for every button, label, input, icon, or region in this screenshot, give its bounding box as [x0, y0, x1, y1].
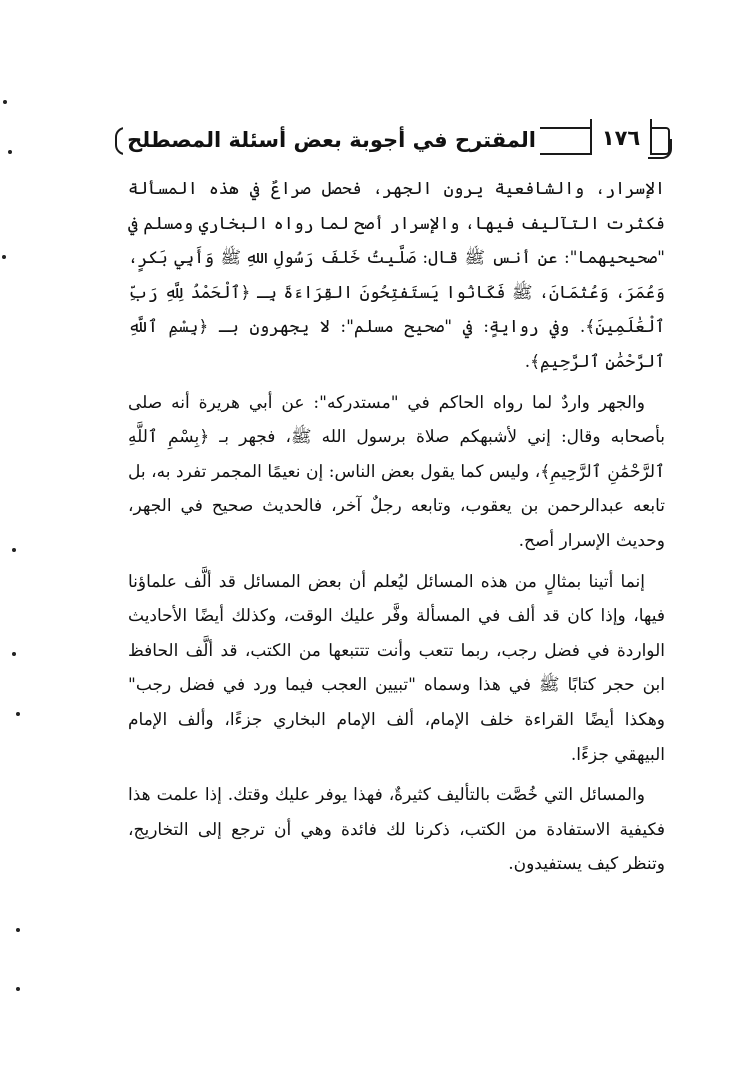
scan-mark — [12, 548, 16, 552]
scan-mark — [2, 255, 6, 259]
paragraph-4: والمسائل التي خُصَّت بالتأليف كثيرةٌ، فهذا يوفر عليك وقتك. إذا علمت هذا فكيفية الاستفادة من الكتب، ذكرنا لك فائدة وهي أن ترجع إلى التخاريج، وتنظر كيف يستفيدون. — [128, 785, 665, 875]
header-ornament — [648, 139, 672, 159]
scan-mark — [12, 652, 16, 656]
page-body — [128, 172, 665, 882]
paragraph-1: الإسرار، والشافعية يرون الجهر، فحصل صراعٌ في هذه المسألة فكثرت التآليف فيها، والإسرار أصح لما رواه البخاري ومسلم في "صحيحيهما": عن أنس ﷺ قال: صَلَّيتُ خَلفَ رَسُولِ اللهِ ﷺ وَأَبِي بَكرٍ، وَعُمَرَ، وَعُثمَانَ، ﷺ فَكَانُوا يَستَفتِحُونَ القِرَاءَةَ بِـ ﴿ٱلْحَمْدُ لِلَّهِ رَبِّ ٱلْعَٰلَمِينَ﴾. وفي روايةٍ: في "صحيح مسلم": لا يجهرون بـ ﴿بِسْمِ ٱللَّهِ ٱلرَّحْمَٰنِ ٱلرَّحِيمِ﴾. — [128, 179, 665, 372]
scan-mark — [16, 987, 20, 991]
page-number-box — [590, 119, 652, 155]
scan-mark — [16, 712, 20, 716]
header-title: المقترح في أجوبة بعض أسئلة المصطلح — [123, 125, 540, 155]
running-header — [115, 119, 670, 161]
scan-mark — [8, 150, 12, 154]
paragraph-3: إنما أتينا بمثالٍ من هذه المسائل ليُعلم أن بعض المسائل قد ألَّف علماؤنا فيها، وإذا كان قد ألف في المسألة وفَّر عليك الوقت، وكذلك أيضًا الأحاديث الواردة في فضل رجب، ربما تتعب وأنت تتتبعها من الكتب، قد ألَّف الحافظ ابن حجر كتابًا ﷺ في هذا وسماه "تبيين العجب فيما ورد في فضل رجب" وهكذا أيضًا القراءة خلف الإمام، ألف الإمام البخاري جزءًا، وألف الإمام البيهقي جزءًا. — [128, 571, 665, 765]
scan-mark — [3, 100, 7, 104]
scan-mark — [16, 928, 20, 932]
page-number: ١٧٦ — [601, 126, 641, 150]
paragraph-2: والجهر واردٌ لما رواه الحاكم في "مستدركه": عن أبي هريرة أنه صلى بأصحابه وقال: إني لأشبهكم صلاة برسول الله ﷺ، فجهر بـ ﴿بِسْمِ ٱللَّهِ ٱلرَّحْمَٰنِ ٱلرَّحِيمِ﴾، وليس كما يقول بعض الناس: إن نعيمًا المجمر تفرد به، بل تابعه عبدالرحمن بن يعقوب، وتابعه رجلٌ آخر، فالحديث صحيح في الجهر، وحديث الإسرار أصح. — [128, 392, 665, 551]
